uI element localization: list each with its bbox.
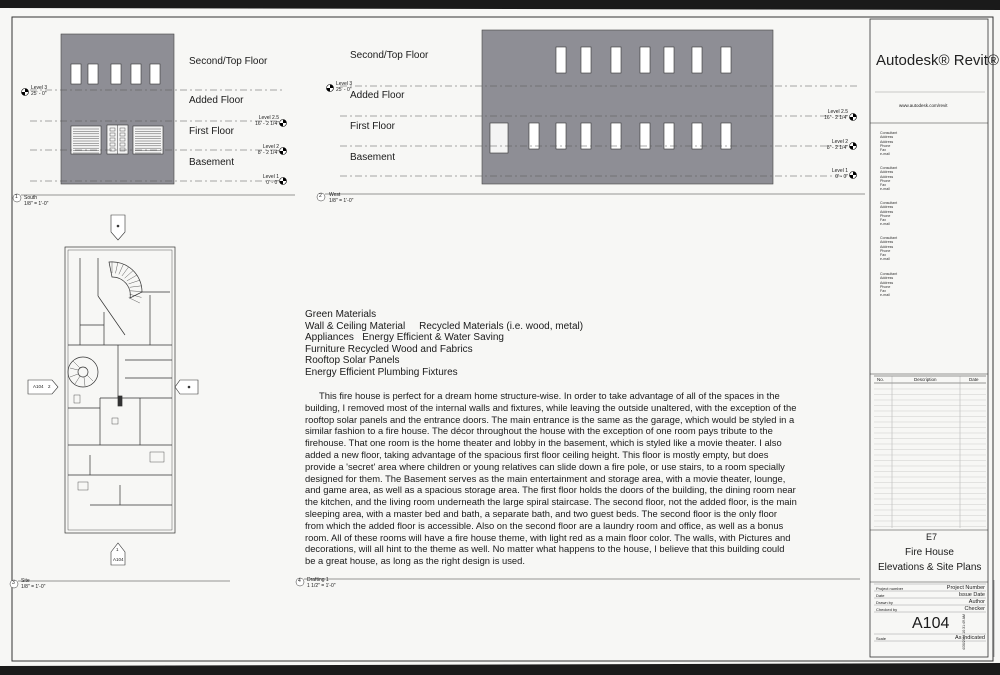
view-number: 1 xyxy=(15,194,18,200)
view-number: 3 xyxy=(12,580,15,586)
consultant-block: Consultant Address Address Phone Fax e-mail xyxy=(880,166,898,192)
west-floor-label: Added Floor xyxy=(350,90,405,101)
consultant-block: Consultant Address Address Phone Fax e-mail xyxy=(880,236,898,262)
view-title-west: West 1/8" = 1'-0" xyxy=(329,192,354,204)
section-tag-sheet: A104 xyxy=(113,557,124,562)
level-tag: Level 2.5 16' - 2 1/4" xyxy=(255,115,279,127)
tb-row-value: Project Number xyxy=(946,585,985,591)
west-floor-label: Second/Top Floor xyxy=(350,50,429,61)
level-tag: Level 1 0' - 0" xyxy=(831,168,848,180)
tb-row-value: Checker xyxy=(964,606,985,612)
tb-row-label: Checked by xyxy=(876,607,898,612)
revision-header-no: No. xyxy=(877,377,885,382)
level-tag: Level 2.5 16' - 2 1/4" xyxy=(824,109,848,121)
level-tag: Level 3 25' - 0" xyxy=(31,85,48,97)
revision-header-description: Description xyxy=(914,377,937,382)
notes-line: Wall & Ceiling Material Recycled Materials (i.e. wood, metal) xyxy=(305,320,584,332)
level-tag: Level 1 0' - 0" xyxy=(262,174,279,186)
view-title-south: South 1/8" = 1'-0" xyxy=(24,195,49,207)
south-facade xyxy=(61,34,174,184)
consultant-block: Consultant Address Address Phone Fax e-mail xyxy=(880,201,898,227)
revit-brand-logo: Autodesk® Revit® xyxy=(876,52,999,69)
tb-row-value: Author xyxy=(968,599,985,605)
tb-row-label: Project number xyxy=(876,586,904,591)
notes-line: Appliances Energy Efficient & Water Saving xyxy=(305,332,504,344)
notes-line: Rooftop Solar Panels xyxy=(305,355,400,367)
plot-timestamp: 4/30/2011 10:31:49 AM xyxy=(962,614,966,650)
section-tag-num: 2 xyxy=(48,384,51,389)
scale-label: Scale xyxy=(876,636,887,641)
sheet-number: A104 xyxy=(912,615,950,632)
green-materials-notes xyxy=(305,309,583,379)
notes-line: Furniture Recycled Wood and Fabrics xyxy=(305,343,473,355)
notes-line: Green Materials xyxy=(305,309,377,320)
level-tag: Level 2 8' - 2 1/4" xyxy=(257,144,279,156)
view-title-site: Site 1/8" = 1'-0" xyxy=(21,578,46,590)
tb-row-label: Drawn by xyxy=(876,600,893,605)
south-floor-label: First Floor xyxy=(189,126,234,137)
revit-url: www.autodesk.com/revit xyxy=(899,103,948,108)
south-floor-label: Basement xyxy=(189,157,235,168)
south-floor-label: Added Floor xyxy=(189,95,244,106)
west-side-door xyxy=(490,123,508,153)
view-number: 4 xyxy=(298,578,301,584)
revision-header-date: Date xyxy=(969,377,979,382)
level-tag: Level 3 25' - 0" xyxy=(336,81,353,93)
scale-value: As indicated xyxy=(955,635,985,641)
south-floor-label: Second/Top Floor xyxy=(189,56,268,67)
level-tag: Level 2 8' - 2 1/4" xyxy=(826,139,848,151)
section-tag-sheet: A104 xyxy=(33,384,44,389)
notes-line: Energy Efficient Plumbing Fixtures xyxy=(305,366,458,378)
section-marker-right-icon xyxy=(175,380,198,394)
consultant-block: Consultant Address Address Phone Fax e-mail xyxy=(880,131,898,157)
view-title-drafting: Drafting 1 1 1/2" = 1'-0" xyxy=(307,577,336,589)
sheet-name: Elevations & Site Plans xyxy=(878,562,982,573)
project-number-top: E7 xyxy=(926,532,938,542)
tb-row-label: Date xyxy=(876,593,885,598)
project-description: This fire house is perfect for a dream home structure-wise. In order to take advantage of all of the spaces in the building, I removed most of the internal walls and fixtures, while leaving the outside unaltered, with the exception of the rooftop solar panels and the entrance doors. The main entrance is the same as the garage, which would be styled in a similar fashion to a fire house. The décor throughout the house with the exception of one room pays tribute to the firehouse. That one room is the home theater and lobby in the basement, which is styled like a movie theater. I also added a new floor, taking advantage of the spacious first floor ceiling height. This floor is mostly empty, but does provide a 'secret' area where children or young relatives can slide down a fire pole, or use stairs, to a room specially designed for them. The Basement serves as the main entertainment and storage area, with a movie theater, lounge, and game area, as well as a spacious storage area. The first floor holds the doors of the building, the dining room near the kitchen, and the living room underneath the large spiral staircase. The second floor, not the added floor, is the main sleeping area, with a master bed and bath, a separate bath, and two guest beds. The second floor is the only floor from which the added floor is accessible. Also on the second floor are a laundry room and office, as well as a bonus room. All of these rooms will have a fire house theme, with light red as a main floor color. The walls, with Pictures and decorations, will all hint to the theme as well. No matter what happens to the house, I believe that this building could be a great house, as long as the right design is used. xyxy=(305,390,797,567)
view-number: 2 xyxy=(319,193,322,199)
west-floor-label: Basement xyxy=(350,152,396,163)
project-name: Fire House xyxy=(905,547,954,558)
west-elevation xyxy=(482,30,773,184)
section-tag-num: 1 xyxy=(116,547,119,552)
west-floor-label: First Floor xyxy=(350,121,395,132)
consultant-block: Consultant Address Address Phone Fax e-mail xyxy=(880,272,898,298)
tb-row-value: Issue Date xyxy=(958,592,985,598)
